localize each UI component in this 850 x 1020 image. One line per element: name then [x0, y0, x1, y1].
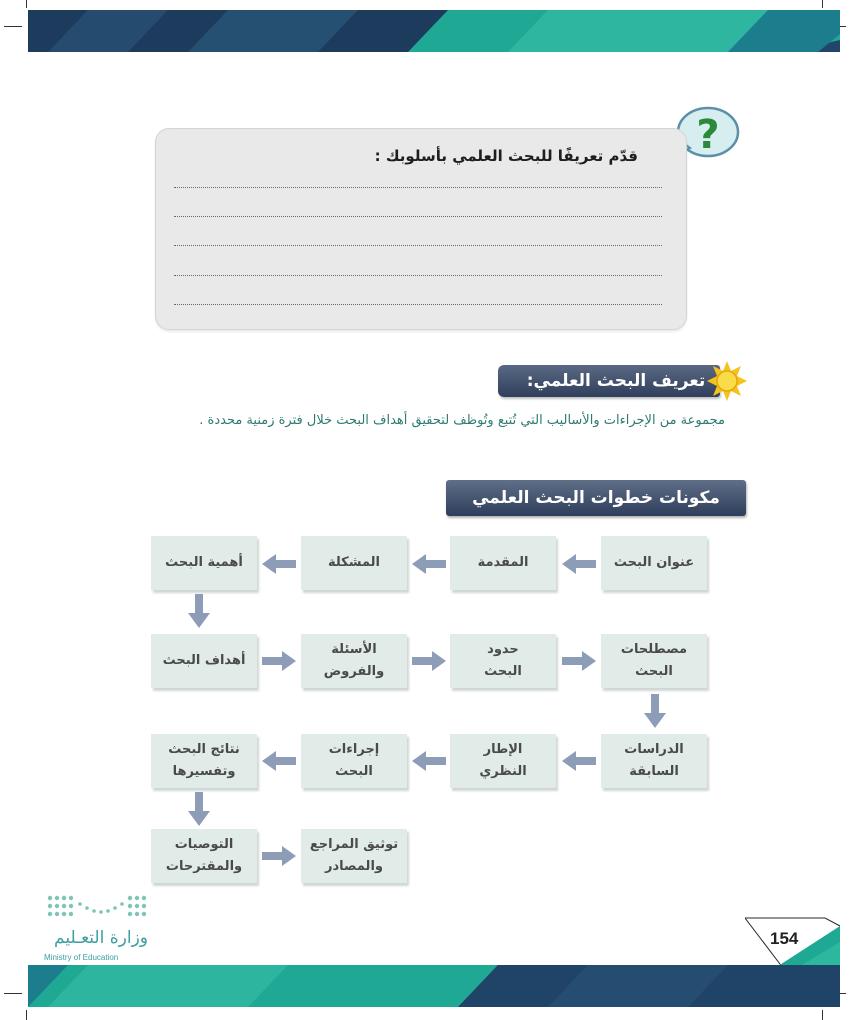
crop-mark	[822, 0, 823, 8]
crop-mark	[4, 26, 22, 27]
arrow-left-icon	[412, 750, 446, 772]
step-box: المشكلة	[301, 536, 407, 590]
crop-mark	[4, 993, 22, 994]
crop-mark	[26, 1010, 27, 1020]
arrow-down-icon	[187, 792, 211, 826]
arrow-right-icon	[262, 650, 296, 672]
step-box: المقدمة	[450, 536, 556, 590]
step-box: الأسئلة والفروض	[301, 634, 407, 688]
arrow-down-icon	[187, 594, 211, 628]
svg-text:?: ?	[696, 112, 720, 158]
crop-mark	[26, 0, 27, 8]
ministry-name-arabic: وزارة التعـليم	[54, 928, 148, 948]
answer-line[interactable]	[174, 245, 662, 246]
question-card	[155, 128, 687, 330]
step-box: الإطار النظري	[450, 734, 556, 788]
answer-line[interactable]	[174, 187, 662, 188]
header-band	[28, 10, 840, 52]
arrow-right-icon	[262, 845, 296, 867]
arrow-left-icon	[262, 750, 296, 772]
definition-title: تعريف البحث العلمي:	[498, 365, 720, 397]
step-box: نتائج البحث وتفسيرها	[151, 734, 257, 788]
page-number: 154	[770, 929, 799, 948]
step-box: الدراسات السابقة	[601, 734, 707, 788]
arrow-right-icon	[412, 650, 446, 672]
definition-text: مجموعة من الإجراءات والأساليب التي تُتبع وتُوظف لتحقيق أهداف البحث خلال فترة زمنية محددة .	[199, 413, 725, 428]
arrow-left-icon	[262, 553, 296, 575]
step-box: أهداف البحث	[151, 634, 257, 688]
arrow-left-icon	[562, 553, 596, 575]
step-box: إجراءات البحث	[301, 734, 407, 788]
answer-line[interactable]	[174, 304, 662, 305]
steps-title: مكونات خطوات البحث العلمي	[446, 480, 746, 516]
arrow-left-icon	[562, 750, 596, 772]
crop-mark	[822, 1010, 823, 1020]
footer-band	[28, 965, 840, 1007]
arrow-down-icon	[643, 694, 667, 728]
step-box: حدود البحث	[450, 634, 556, 688]
step-box: توثيق المراجع والمصادر	[301, 829, 407, 883]
step-box: عنوان البحث	[601, 536, 707, 590]
arrow-left-icon	[412, 553, 446, 575]
answer-line[interactable]	[174, 275, 662, 276]
step-box: التوصيات والمقترحات	[151, 829, 257, 883]
sun-icon	[706, 360, 748, 402]
question-prompt: قدّم تعريفًا للبحث العلمي بأسلوبك :	[374, 147, 638, 165]
ministry-logo-icon	[44, 890, 148, 924]
answer-line[interactable]	[174, 216, 662, 217]
arrow-right-icon	[562, 650, 596, 672]
ministry-name-english: Ministry of Education	[44, 953, 119, 962]
step-box: أهمية البحث	[151, 536, 257, 590]
step-box: مصطلحات البحث	[601, 634, 707, 688]
